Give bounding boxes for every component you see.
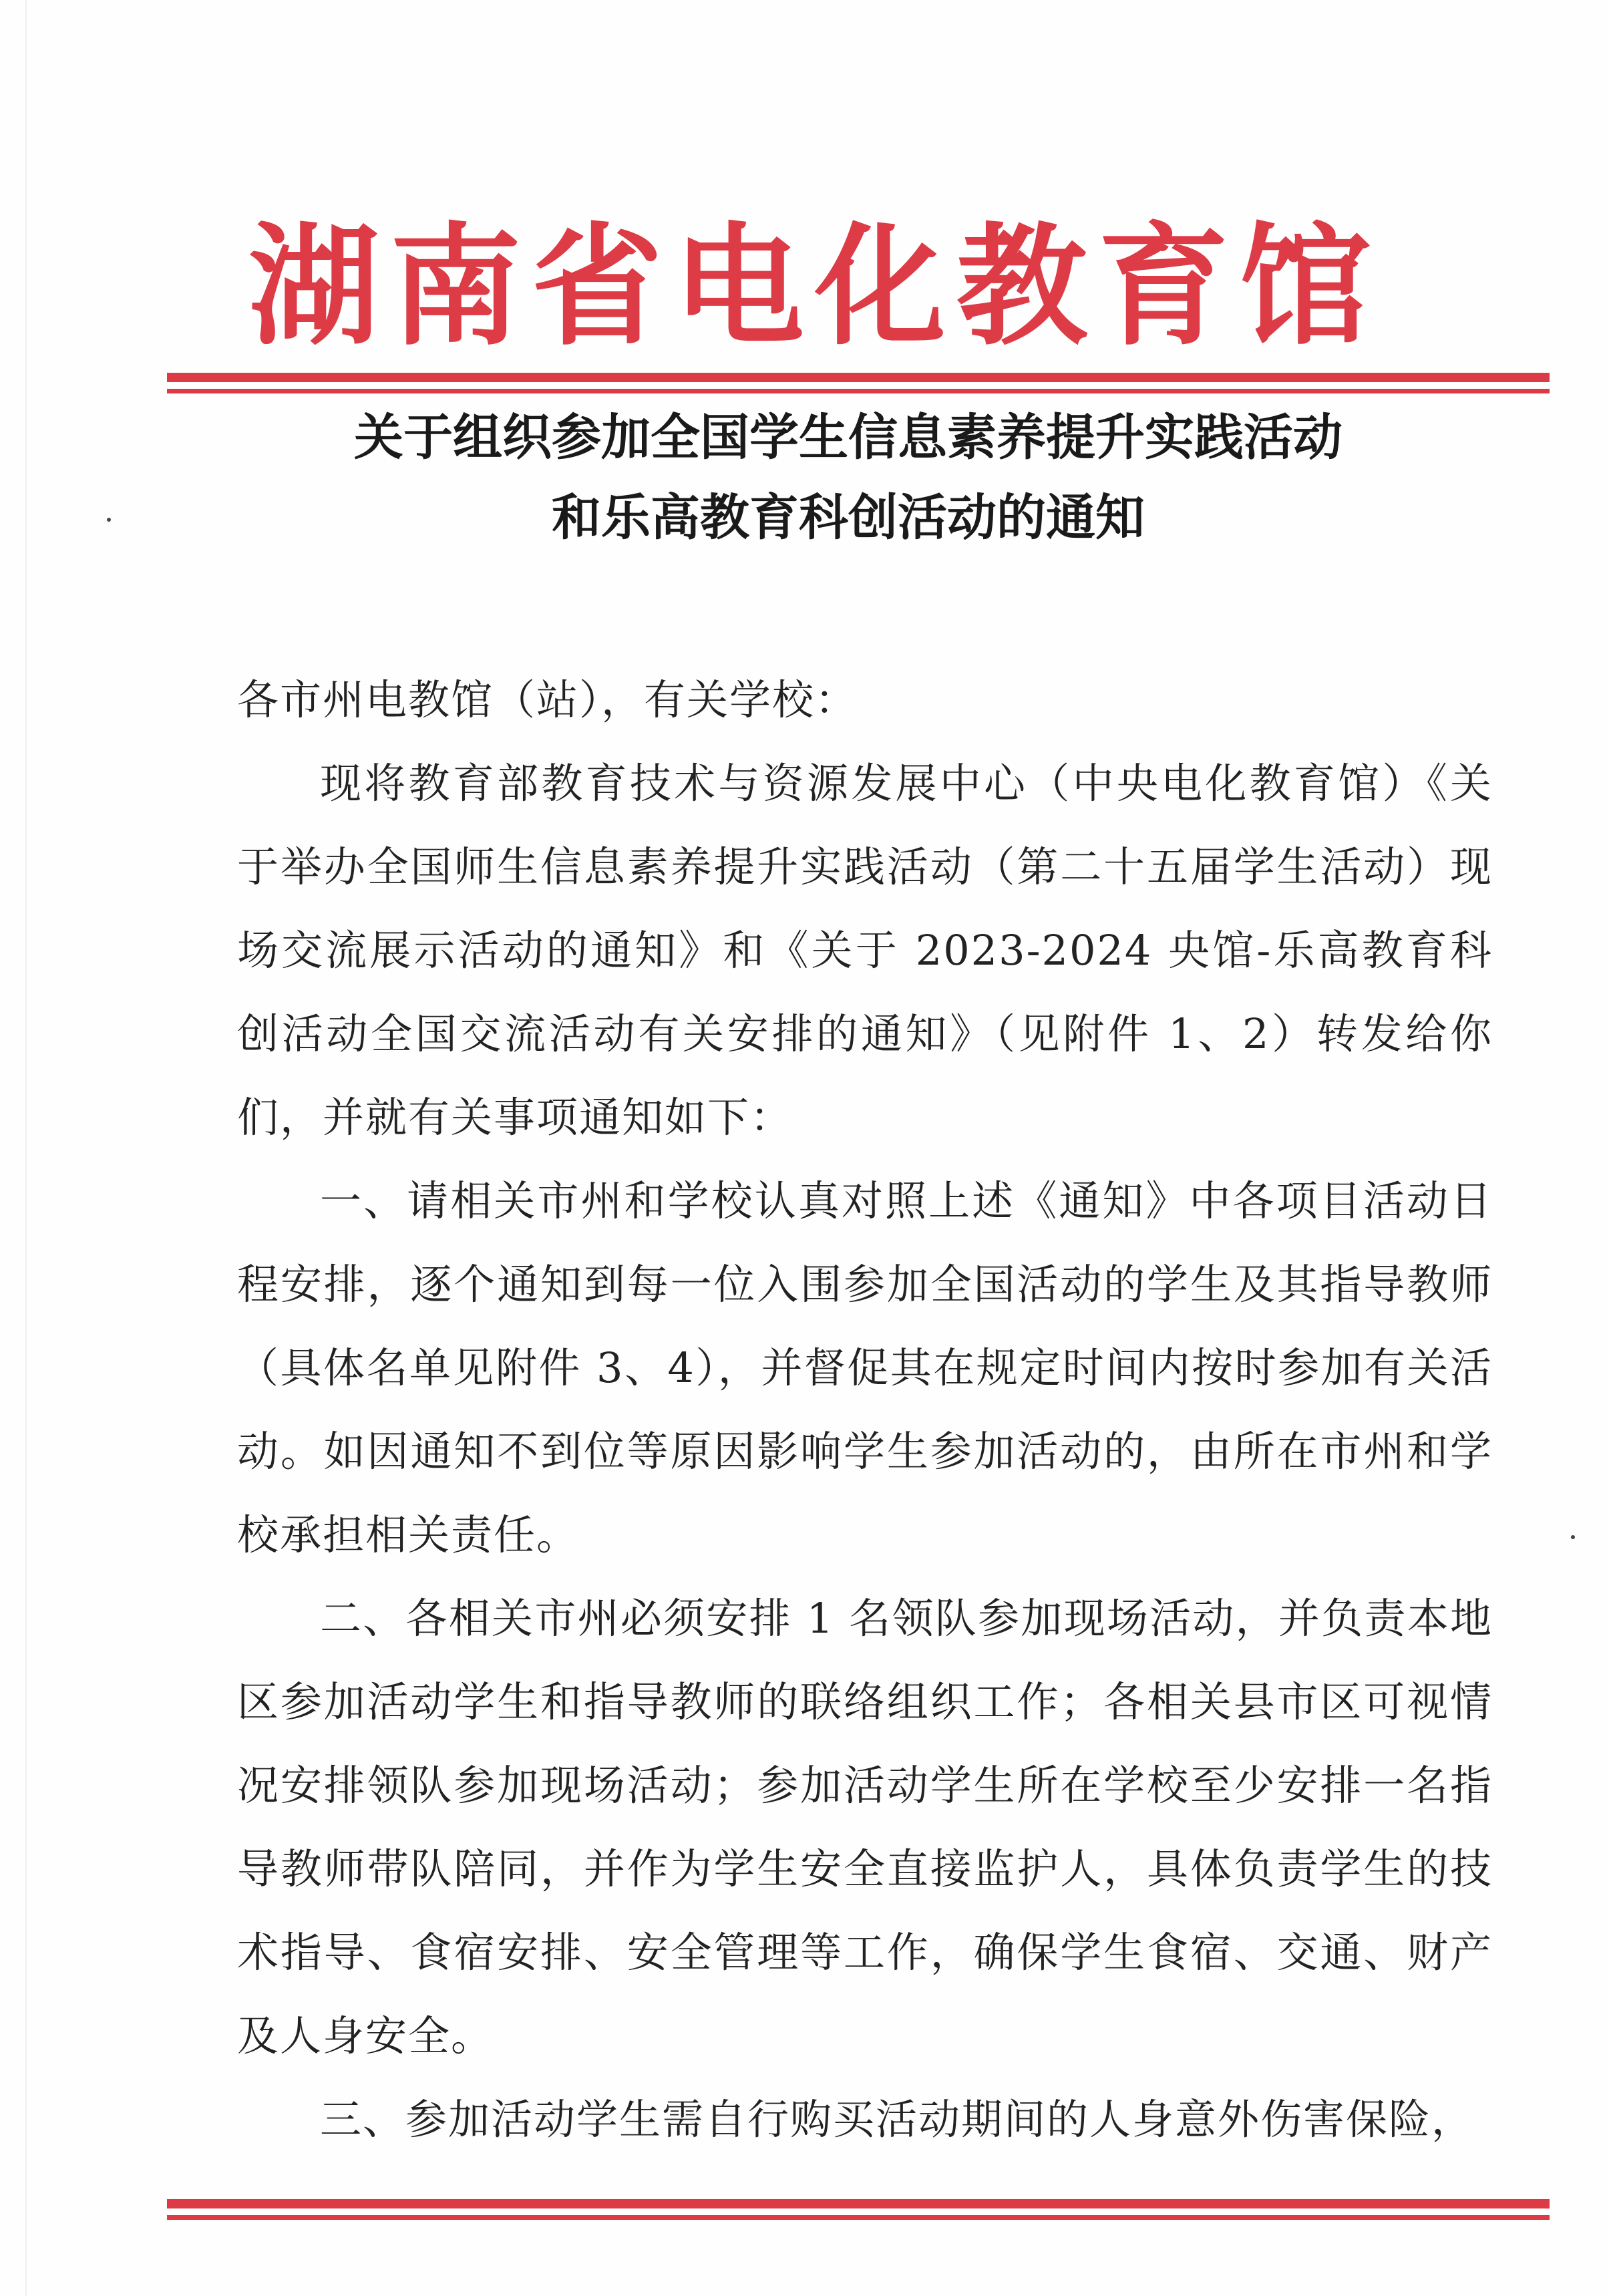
scan-speck <box>107 518 111 522</box>
footer-rule-thick <box>167 2199 1550 2208</box>
paragraph-item-3: 三、参加活动学生需自行购买活动期间的人身意外伤害保险， <box>320 2095 1475 2144</box>
footer-rule-thin <box>167 2215 1550 2220</box>
document-title-line-2: 和乐高教育科创活动的通知 <box>552 489 1145 546</box>
masthead-rule-thin <box>167 389 1550 393</box>
masthead-org-name: 湖南省电化教育馆 <box>248 211 1381 363</box>
paragraph-item-1: 一、请相关市州和学校认真对照上述《通知》中各项目活动日程安排，逐个通知到每一位入围参加全国活动的学生及其指导教师（具体名单见附件 3、4），并督促其在规定时间内按时参加有关活动。如因通知不到位等原因影响学生参加活动的，由所在市州和学校承担相关责任。 <box>237 1176 1493 1559</box>
masthead-rule-thick <box>167 373 1550 382</box>
paragraph-item-2: 二、各相关市州必须安排 1 名领队参加现场活动，并负责本地区参加活动学生和指导教师的联络组织工作；各相关县市区可视情况安排领队参加现场活动；参加活动学生所在学校至少安排一名指导教师带队陪同，并作为学生安全直接监护人，具体负责学生的技术指导、食宿安排、安全管理等工作，确保学生食宿、交通、财产及人身安全。 <box>237 1594 1493 2060</box>
paragraph-intro: 现将教育部教育技术与资源发展中心（中央电化教育馆）《关于举办全国师生信息素养提升实践活动（第二十五届学生活动）现场交流展示活动的通知》和《关于 2023-2024 央馆-乐高教育科创活动全国交流活动有关安排的通知》（见附件 1、2）转发给你们，并就有关事项通知如下： <box>237 759 1493 1142</box>
salutation: 各市州电教馆（站），有关学校： <box>237 675 858 724</box>
document-title-line-1: 关于组织参加全国学生信息素养提升实践活动 <box>354 409 1343 466</box>
scan-edge <box>25 0 27 2296</box>
scan-speck <box>1571 1535 1575 1539</box>
